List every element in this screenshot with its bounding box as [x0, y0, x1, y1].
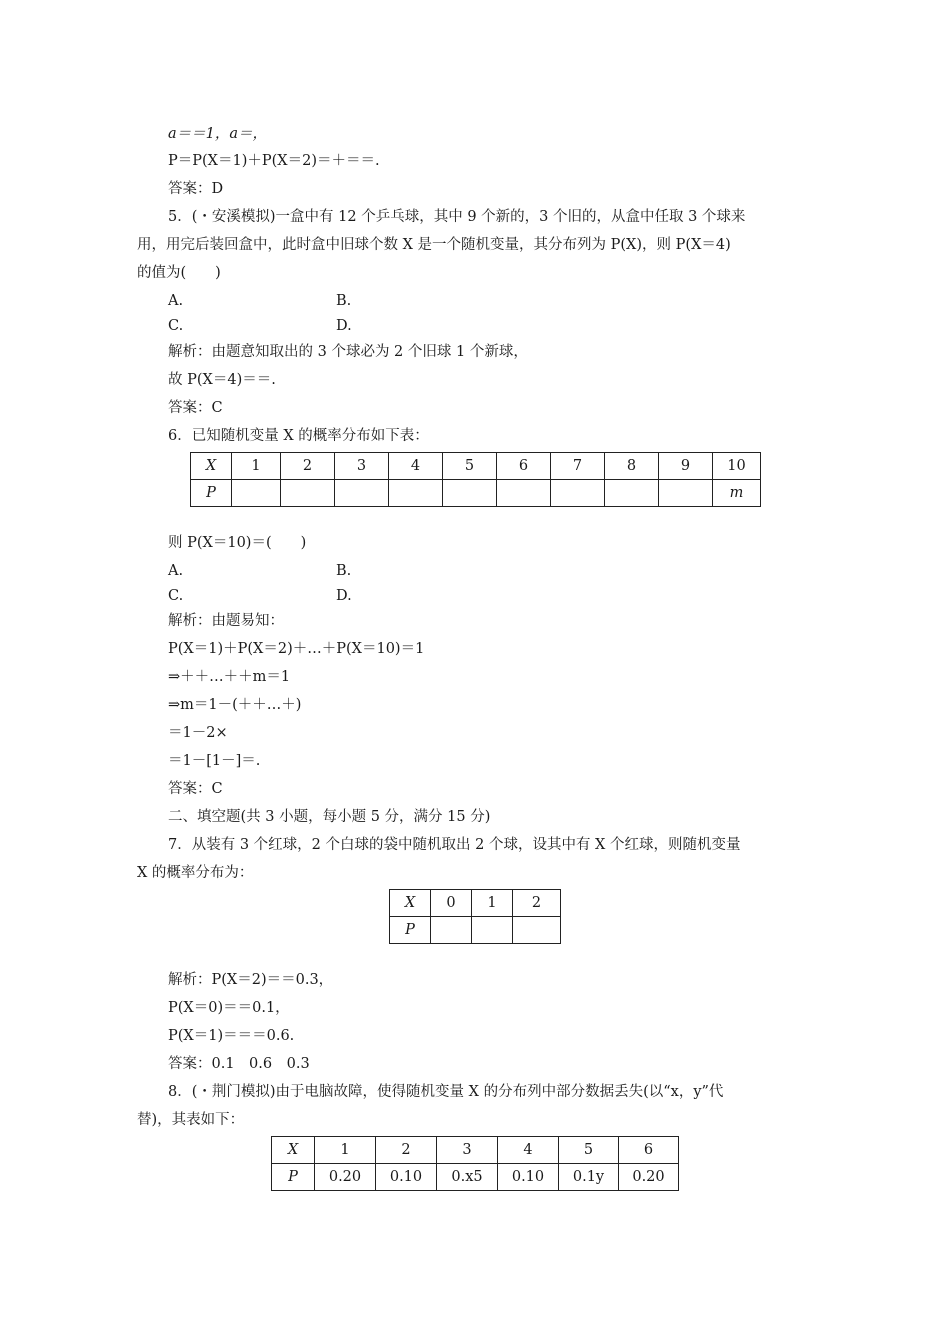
table-cell: 0: [431, 890, 472, 917]
table-cell: 5: [559, 1137, 619, 1164]
table-cell: [659, 480, 713, 507]
q7-solution-line-3: P(X＝1)＝＝＝0.6.: [168, 1028, 295, 1044]
q6-solution-line-1: 解析：由题易知：: [168, 613, 284, 629]
question-8-line-1: 8．(・荆门模拟)由于电脑故障，使得随机变量 X 的分布列中部分数据丢失(以“x，y”代: [168, 1084, 724, 1100]
q5-solution-line-2: 故 P(X＝4)＝＝.: [168, 372, 276, 388]
question-5-line-3: 的值为( ): [137, 265, 221, 281]
table-cell: [431, 917, 472, 944]
question-7-line-2: X 的概率分布为：: [137, 865, 254, 881]
table-cell: X: [272, 1137, 315, 1164]
q7-solution-line-2: P(X＝0)＝＝0.1，: [168, 1000, 290, 1016]
table-cell: 9: [659, 453, 713, 480]
table-cell: m: [713, 480, 761, 507]
table-cell: [443, 480, 497, 507]
table-cell: 1: [472, 890, 513, 917]
table-cell: 0.20: [315, 1164, 376, 1191]
answer-4: 答案：D: [168, 181, 224, 197]
table-cell: 2: [376, 1137, 437, 1164]
q5-option-c: C.: [168, 318, 184, 334]
solution-line-2: P＝P(X＝1)＋P(X＝2)＝＋＝＝.: [168, 153, 380, 169]
question-7-line-1: 7．从装有 3 个红球，2 个白球的袋中随机取出 2 个球，设其中有 X 个红球，则随机变量: [168, 837, 741, 853]
table-cell: [232, 480, 281, 507]
table-cell: 4: [389, 453, 443, 480]
answer-5: 答案：C: [168, 400, 223, 416]
table-row: [390, 917, 561, 944]
table-cell: [497, 480, 551, 507]
table-row: [272, 1164, 679, 1191]
q5-option-d: D.: [336, 318, 352, 334]
table-cell: X: [390, 890, 431, 917]
question-6: 6．已知随机变量 X 的概率分布如下表：: [168, 428, 429, 444]
table-cell: 3: [335, 453, 389, 480]
table-q8: [271, 1136, 679, 1191]
table-cell: 6: [619, 1137, 679, 1164]
table-cell: 3: [437, 1137, 498, 1164]
section-heading-fill-in: 二、填空题(共 3 小题，每小题 5 分，满分 15 分): [168, 809, 491, 825]
q5-solution-line-1: 解析：由题意知取出的 3 个球必为 2 个旧球 1 个新球，: [168, 344, 528, 360]
table-cell: 4: [498, 1137, 559, 1164]
table-row: [272, 1137, 679, 1164]
q6-option-b: B.: [336, 563, 352, 579]
table-cell: 2: [281, 453, 335, 480]
table-cell: [605, 480, 659, 507]
answer-6: 答案：C: [168, 781, 223, 797]
table-cell: 0.1y: [559, 1164, 619, 1191]
question-8-line-2: 替)，其表如下：: [137, 1112, 245, 1128]
table-cell: 1: [232, 453, 281, 480]
table-cell: 0.10: [376, 1164, 437, 1191]
q6-option-a: A.: [168, 563, 184, 579]
table-cell: 5: [443, 453, 497, 480]
table-q6: [190, 452, 761, 507]
table-cell: 7: [551, 453, 605, 480]
table-cell: [281, 480, 335, 507]
table-cell: 6: [497, 453, 551, 480]
q6-solution-line-3: ⇒＋＋…＋＋m＝1: [168, 669, 291, 685]
table-q7: [389, 889, 561, 944]
table-row: [191, 480, 761, 507]
question-6-ask: 则 P(X＝10)＝( ): [168, 535, 307, 551]
table-cell: [389, 480, 443, 507]
table-cell: [513, 917, 561, 944]
question-5-line-1: 5．(・安溪模拟)一盒中有 12 个乒乓球，其中 9 个新的，3 个旧的，从盒中任取 3 个球来: [168, 209, 746, 225]
solution-line-1: a＝＝1，a＝，: [168, 126, 268, 142]
q6-solution-line-5: ＝1－2×: [168, 725, 228, 741]
q6-option-c: C.: [168, 588, 184, 604]
q6-solution-line-2: P(X＝1)＋P(X＝2)＋…＋P(X＝10)＝1: [168, 641, 425, 657]
table-cell: [335, 480, 389, 507]
table-row: [191, 453, 761, 480]
table-cell: 10: [713, 453, 761, 480]
table-cell: 1: [315, 1137, 376, 1164]
q7-solution-line-1: 解析：P(X＝2)＝＝0.3，: [168, 972, 334, 988]
table-cell: 0.10: [498, 1164, 559, 1191]
q5-option-b: B.: [336, 293, 352, 309]
table-cell: [551, 480, 605, 507]
table-cell: P: [390, 917, 431, 944]
q5-option-a: A.: [168, 293, 184, 309]
answer-7: 答案：0.1 0.6 0.3: [168, 1056, 310, 1072]
q6-solution-line-4: ⇒m＝1－(＋＋…＋): [168, 697, 302, 713]
table-cell: X: [191, 453, 232, 480]
table-cell: 0.x5: [437, 1164, 498, 1191]
q6-solution-line-6: ＝1－[1－]＝.: [168, 753, 261, 769]
table-cell: P: [191, 480, 232, 507]
table-cell: [472, 917, 513, 944]
table-cell: 0.20: [619, 1164, 679, 1191]
question-5-line-2: 用，用完后装回盒中，此时盒中旧球个数 X 是一个随机变量，其分布列为 P(X)，则 P(X＝4): [137, 237, 731, 253]
table-cell: P: [272, 1164, 315, 1191]
table-cell: 2: [513, 890, 561, 917]
table-row: [390, 890, 561, 917]
table-cell: 8: [605, 453, 659, 480]
q6-option-d: D.: [336, 588, 352, 604]
